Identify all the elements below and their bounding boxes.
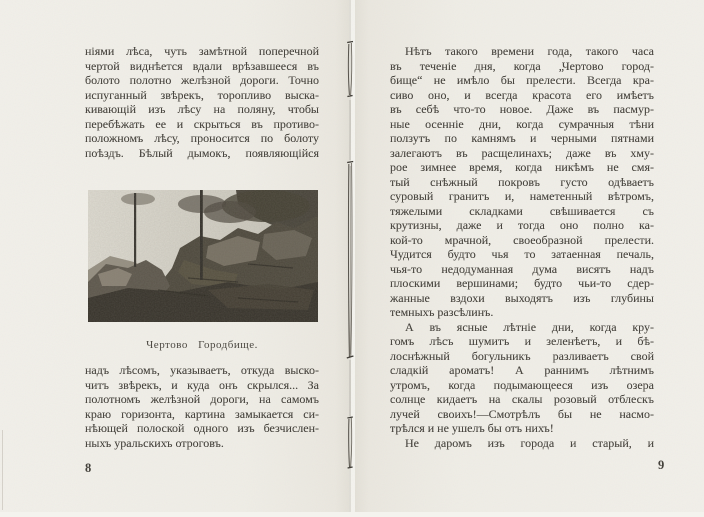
page-left: [0, 0, 349, 512]
text-line: лоснѣжный богульникъ разливаетъ свой: [390, 348, 654, 363]
page-edge-mark: [2, 430, 3, 510]
text-line: читъ звѣрекъ, и куда онъ скрылся... За: [85, 377, 319, 392]
page-number-right: 9: [658, 458, 665, 472]
text-line: тый снѣжный покровъ густо одѣваетъ: [390, 174, 654, 189]
text-line: трѣлся и не ушелъ бы отъ нихъ!: [390, 421, 554, 435]
text-line: А въ ясные лѣтніе дни, когда кру-: [405, 319, 654, 334]
text-line: перебѣжать ее и скрыться въ противо-: [85, 116, 319, 131]
right-paragraphs: [390, 44, 654, 450]
text-line: бище“ не имѣло бы прелести. Всегда кра-: [390, 73, 654, 87]
text-line: полотномъ желѣзной дороги, на самомъ: [85, 392, 319, 406]
text-line: крутизны, даже и тогда оно полно ка-: [390, 218, 654, 232]
photo-caption: Чертово Городбище.: [146, 339, 258, 351]
text-line: ползутъ по камнямъ и черными пятнами: [390, 131, 654, 145]
rocky-outcrop-illustration: [88, 190, 318, 322]
photo-chertovo-gorodbishche: [88, 190, 318, 322]
page-right: [355, 0, 704, 512]
text-line: положномъ лѣсу, проносится по болоту: [85, 131, 319, 145]
text-line: краю горизонта, картина замыкается си-: [85, 406, 319, 421]
text-line: нѣющей полоской одного изъ безчислен-: [85, 421, 319, 435]
text-line: Нѣтъ такого времени года, такого часа: [405, 44, 654, 58]
text-line: залегаютъ въ расщелинахъ; даже въ хму-: [390, 145, 654, 160]
text-line: кивающій изъ лѣсу на поляну, чтобы: [85, 102, 319, 116]
text-line: чертой виднѣется вдали врѣзавшееся въ: [85, 58, 319, 73]
text-line: суровый гранитъ и, наметенный вѣтромъ,: [390, 189, 654, 203]
text-line: надъ лѣсомъ, указываетъ, откуда выско-: [85, 363, 319, 377]
text-line: ные осенніе дни, когда сумрачныя тѣни: [390, 116, 654, 131]
text-line: болото полотно желѣзной дороги. Точно: [85, 73, 319, 87]
text-line: чья-то недодуманная дума висятъ надъ: [390, 261, 654, 276]
text-line: поѣздъ. Бѣлый дымокъ, появляющійся: [85, 145, 319, 160]
text-line: рое зимнее время, когда никѣмъ не смя-: [390, 160, 654, 174]
text-line: кой-то мрачной, своеобразной прелести.: [390, 232, 654, 247]
text-line: гомъ лѣсъ шумитъ и зеленѣетъ, и бѣ-: [390, 334, 654, 348]
text-line: въ себѣ что-то новое. Даже въ пасмур-: [390, 102, 654, 116]
text-line: сиво оно, и всегда красота его имѣетъ: [390, 87, 654, 102]
text-line: Не даромъ изъ города и старый, и: [405, 435, 654, 450]
text-line: утромъ, когда подымающееся изъ озера: [390, 377, 654, 392]
left-paragraph-top: [85, 44, 319, 160]
left-paragraph-bottom: [85, 363, 319, 450]
text-line: темныхъ разсѣлинъ.: [390, 305, 494, 319]
text-line: въ теченіе дня, когда „Чертово город-: [390, 58, 654, 73]
text-line: жанные вздохи выходятъ изъ глубины: [390, 290, 654, 305]
text-line: испуганный звѣрекъ, торопливо выска-: [85, 87, 319, 102]
text-line: сладкій ароматъ! А раннимъ лѣтнимъ: [390, 363, 654, 377]
text-line: тяжелыми складками свѣшивается съ: [390, 203, 654, 218]
text-line: ныхъ уральскихъ отроговъ.: [85, 435, 224, 450]
text-line: ніями лѣса, чуть замѣтной поперечной: [85, 44, 319, 58]
text-line: лучей своихъ!—Смотрѣлъ бы не насмо-: [390, 406, 654, 421]
text-line: солнце кидаетъ на скалы розовый отблескъ: [390, 392, 654, 406]
page-number-left: 8: [85, 461, 92, 475]
text-line: Чудится будто чья то затаенная печаль,: [390, 247, 654, 261]
text-line: плоскими вершинами; будто чьи-то сдер-: [390, 276, 654, 290]
